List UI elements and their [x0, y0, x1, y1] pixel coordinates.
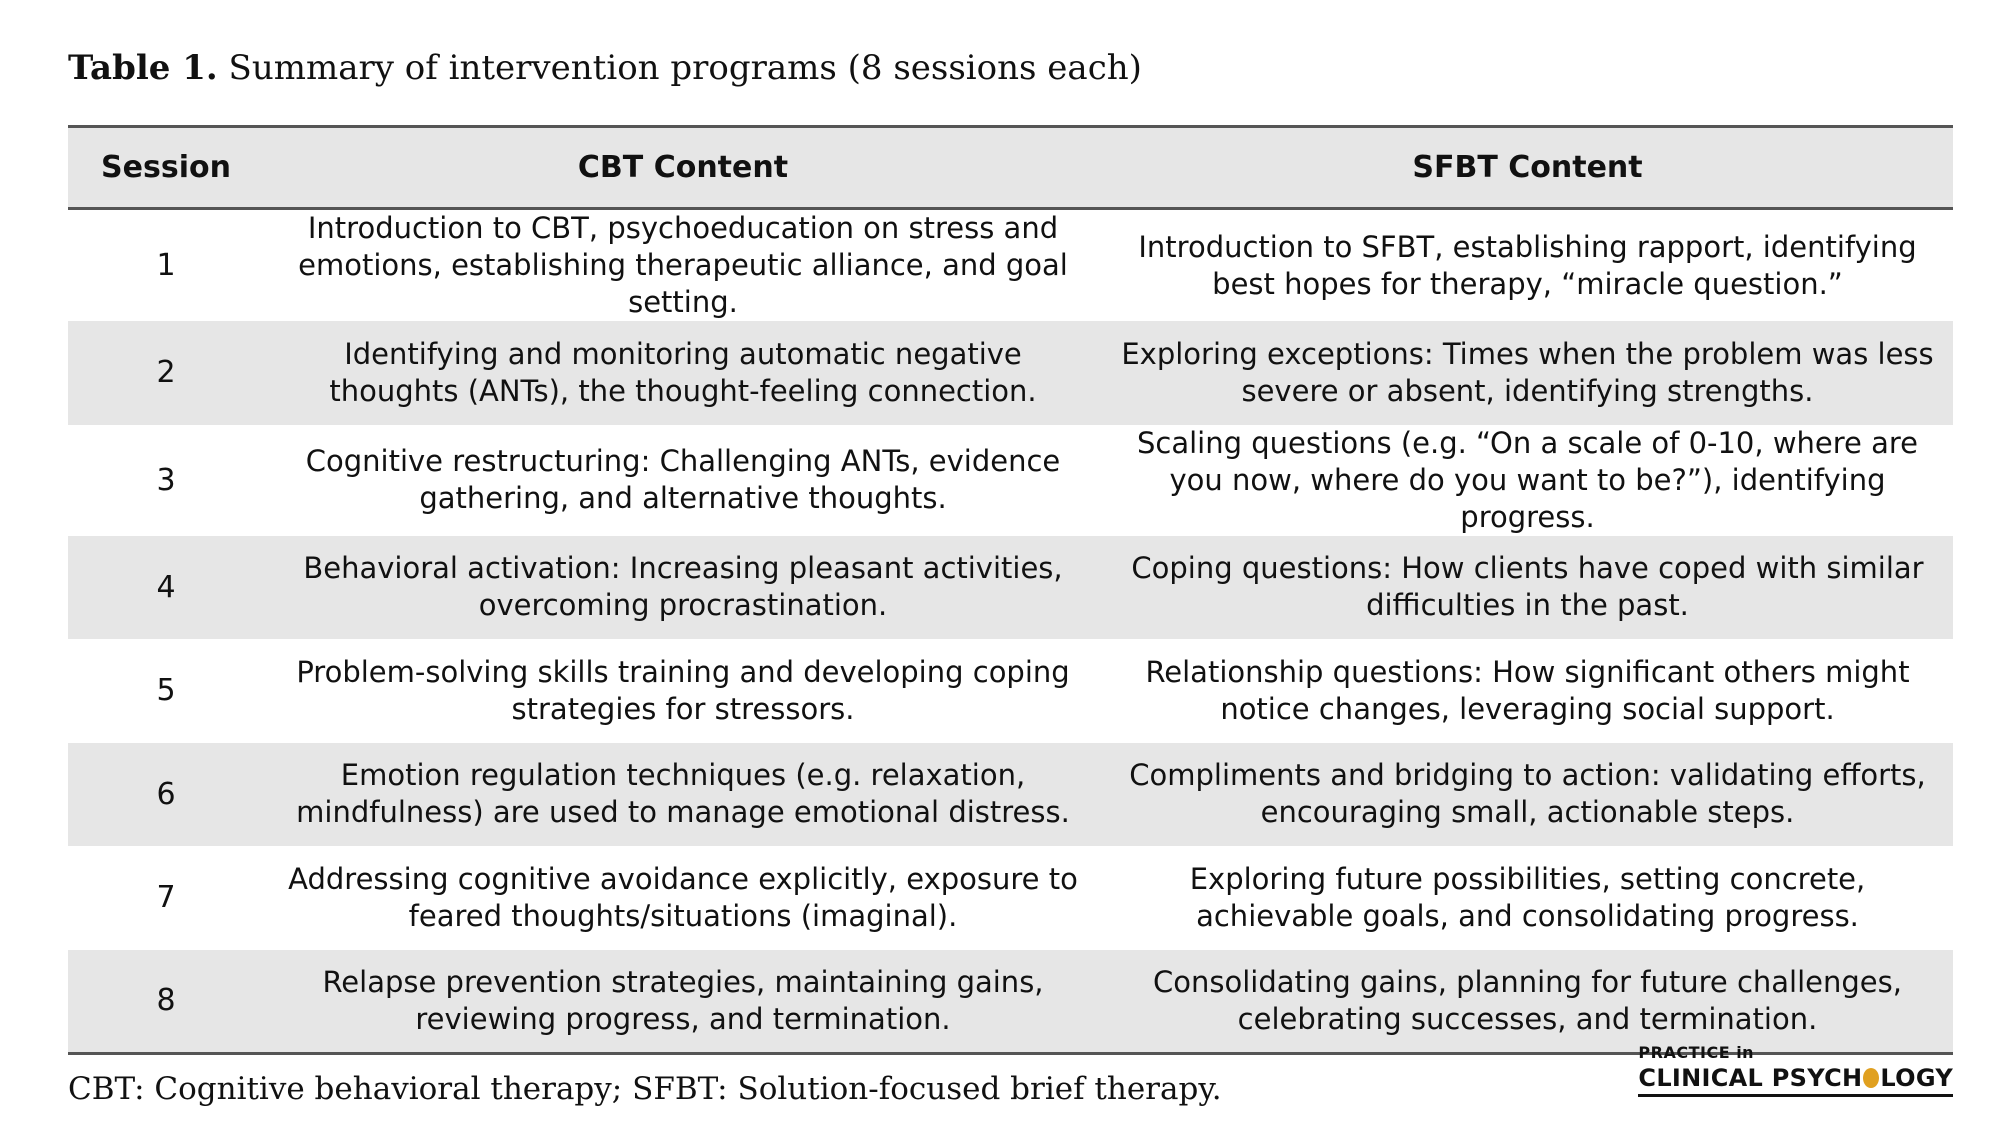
sfbt-content-cell: Relationship questions: How significant others might notice changes, leveraging social support.	[1145, 654, 1910, 726]
session-number: 7	[156, 880, 176, 916]
table-row	[68, 209, 1953, 322]
sfbt-content-cell: Coping questions: How clients have coped with similar difficulties in the past.	[1131, 551, 1924, 623]
table-row	[68, 950, 1953, 1054]
intervention-table-container	[68, 125, 1953, 1055]
table-footnote: CBT: Cognitive behavioral therapy; SFBT: Solution-focused brief therapy.	[68, 1071, 1222, 1107]
logo-line-2	[1638, 1063, 1953, 1097]
logo-line-1: PRACTICE in	[1638, 1043, 1755, 1062]
table-row	[68, 425, 1953, 536]
session-number: 3	[156, 462, 176, 498]
cbt-content-cell: Cognitive restructuring: Challenging ANTs, evidence gathering, and alternative thoughts.	[305, 444, 1061, 515]
sfbt-content-cell: Exploring future possibilities, setting concrete, achievable goals, and consolidating progress.	[1189, 861, 1866, 933]
journal-logo	[1638, 1043, 1953, 1097]
table-row	[68, 639, 1953, 743]
session-number: 6	[156, 776, 176, 812]
logo-text-a: CLINICAL PSYCH	[1638, 1064, 1863, 1092]
table-row	[68, 321, 1953, 425]
cbt-content-cell: Introduction to CBT, psychoeducation on stress and emotions, establishing therapeutic alliance, and goal setting.	[298, 211, 1068, 319]
table-row	[68, 536, 1953, 640]
logo-text-b: LOGY	[1880, 1064, 1953, 1092]
session-number: 8	[68, 950, 264, 1054]
sfbt-content-cell: Introduction to SFBT, establishing rapport, identifying best hopes for therapy, “miracle question.”	[1138, 229, 1917, 301]
intervention-table	[68, 125, 1953, 1055]
sfbt-content-cell: Consolidating gains, planning for future challenges, celebrating successes, and termination.	[1102, 950, 1953, 1054]
cbt-content-cell: Addressing cognitive avoidance explicitly, exposure to feared thoughts/situations (imaginal).	[288, 861, 1078, 933]
session-number: 5	[156, 673, 176, 709]
sfbt-content-cell: Scaling questions (e.g. “On a scale of 0-10, where are you now, where do you want to be?”), identifying progress.	[1136, 425, 1919, 534]
cbt-content-cell: Emotion regulation techniques (e.g. relaxation, mindfulness) are used to manage emotional distress.	[296, 758, 1070, 830]
cbt-content-cell: Problem-solving skills training and developing coping strategies for stressors.	[296, 654, 1070, 726]
caption-label: Table 1.	[68, 48, 218, 88]
cbt-content-cell: Identifying and monitoring automatic negative thoughts (ANTs), the thought-feeling connection.	[329, 336, 1037, 408]
table-caption	[68, 44, 1142, 92]
session-number: 1	[156, 248, 176, 283]
header-session: Session	[68, 127, 264, 209]
table-row	[68, 846, 1953, 950]
cbt-content-cell: Relapse prevention strategies, maintaining gains, reviewing progress, and termination.	[264, 950, 1102, 1054]
sfbt-content-cell: Exploring exceptions: Times when the problem was less severe or absent, identifying strengths.	[1121, 336, 1934, 408]
caption-text: Summary of intervention programs (8 sessions each)	[228, 48, 1142, 88]
brain-icon	[1863, 1068, 1879, 1088]
session-number: 2	[156, 355, 176, 391]
sfbt-content-cell: Compliments and bridging to action: validating efforts, encouraging small, actionable steps.	[1129, 758, 1926, 830]
cbt-content-cell: Behavioral activation: Increasing pleasant activities, overcoming procrastination.	[303, 551, 1063, 623]
table-row	[68, 743, 1953, 847]
header-cbt-content: CBT Content	[264, 127, 1102, 209]
session-number: 4	[156, 569, 176, 605]
header-sfbt-content: SFBT Content	[1102, 127, 1953, 209]
table-header-row	[68, 127, 1953, 209]
